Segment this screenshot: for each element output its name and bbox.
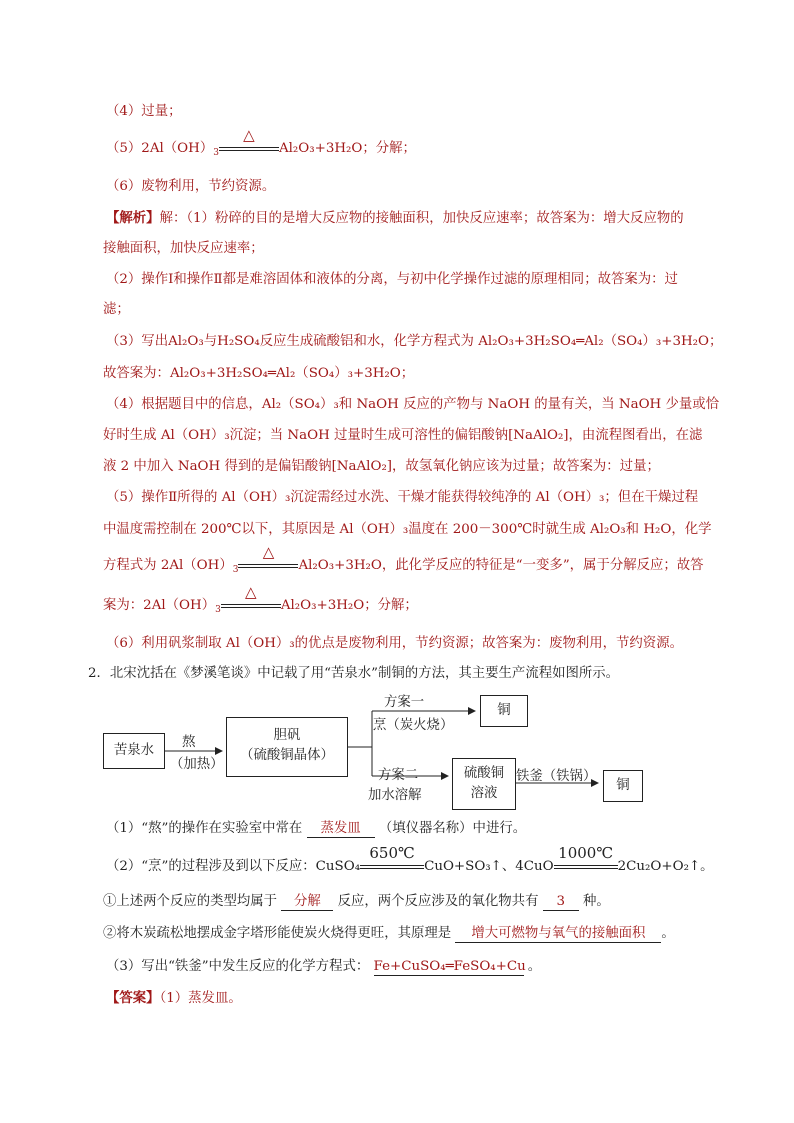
answer-5-sub: 3	[213, 148, 219, 158]
answer-5-post: Al₂O₃+3H₂O；分解；	[278, 141, 416, 156]
analysis-p5-line2: 中温度需控制在 200℃以下，其原因是 Al（OH）₃温度在 200－300℃时就生成 Al₂O₃和 H₂O，化学	[103, 522, 712, 537]
analysis-p3-line1: （3）写出Al₂O₃与H₂SO₄反应生成硫酸铝和水，化学方程式为 Al₂O₃+3H₂SO₄═Al₂（SO₄）₃+3H₂O；	[106, 334, 723, 349]
sub1-post: （填仪器名称）中进行。	[378, 821, 527, 836]
box-tong-1: 铜	[480, 695, 528, 727]
analysis-p1-text: 解：（1）粉碎的目的是增大反应物的接触面积，加快反应速率；故答案为：增大反应物的	[159, 211, 684, 226]
daan-text: （1）蒸发皿。	[159, 991, 242, 1006]
analysis-p4-line2: 好时生成 Al（OH）₃沉淀；当 NaOH 过量时生成可溶性的偏铝酸钠[NaAlO₂]，由流程图看出，在滤	[103, 428, 703, 443]
danfan-line1: 胆矾	[273, 728, 301, 743]
analysis-p3-line2: 故答案为：Al₂O₃+3H₂SO₄═Al₂（SO₄）₃+3H₂O；	[103, 366, 415, 381]
sub-question-3	[106, 958, 541, 976]
analysis-p1-line2: 接触面积，加快反应速率；	[103, 241, 264, 256]
sub-question-2	[106, 844, 714, 876]
p5-line4-post: Al₂O₃+3H₂O；分解；	[280, 598, 418, 613]
delta-symbol-2: △	[262, 543, 275, 561]
cuso4-line1: 硫酸铜	[463, 766, 505, 781]
label-tiefu: 铁釜（铁锅）	[516, 769, 597, 784]
sub2-mid: CuO+SO₃↑、4CuO	[424, 859, 554, 874]
analysis-p4-line1: （4）根据题目中的信息，Al₂（SO₄）₃和 NaOH 反应的产物与 NaOH 的量有关，当 NaOH 少量或恰	[106, 397, 720, 412]
sub2-post: 2Cu₂O+O₂↑。	[617, 859, 714, 874]
temp-1000: 1000℃	[558, 844, 614, 862]
p5-line4-sub: 3	[215, 605, 221, 615]
q2-1-answer-1: 分解	[281, 894, 333, 911]
analysis-p4-line3: 液 2 中加入 NaOH 得到的是偏铝酸钠[NaAlO₂]，故氢氧化钠应该为过量；故答案为：过量；	[103, 459, 660, 474]
danfan-line2: （硫酸铜晶体）	[240, 748, 334, 763]
sub3-post: 。	[527, 959, 542, 974]
sub-question-2-2	[103, 925, 675, 943]
q2-1-pre: ①上述两个反应的类型均属于	[103, 894, 278, 909]
label-peng: 烹（炭火烧）	[373, 718, 454, 733]
box-danfan	[226, 717, 348, 777]
label-jiare: （加热）	[170, 757, 224, 772]
label-zhu: 熬	[182, 735, 196, 750]
q2-1-post: 种。	[583, 894, 610, 909]
p5-line3-post: Al₂O₃+3H₂O，此化学反应的特征是“一变多”，属于分解反应；故答	[298, 558, 704, 573]
answer-section	[106, 989, 242, 1008]
condition-650	[360, 844, 424, 876]
q2-1-answer-2: 3	[543, 894, 579, 911]
p5-line4-pre: 案为：2Al（OH）	[103, 598, 216, 613]
sub-question-1	[106, 820, 526, 838]
analysis-p6: （6）利用矾浆制取 Al（OH）₃的优点是废物利用，节约资源；故答案为：废物利用，节约资源。	[106, 636, 683, 651]
sub3-answer: Fe+CuSO₄═FeSO₄+Cu	[373, 959, 526, 974]
box-tong-2: 铜	[603, 770, 643, 802]
q2-2-post: 。	[661, 926, 675, 941]
delta-symbol-3: △	[245, 583, 257, 601]
label-jiashui: 加水溶解	[368, 788, 422, 803]
condition-1000	[554, 844, 618, 876]
answer-5-pre: （5）2Al（OH）	[106, 141, 214, 156]
label-fangan1: 方案一	[384, 695, 425, 710]
p5-line3-pre: 方程式为 2Al（OH）	[103, 558, 233, 573]
box-cuso4	[452, 758, 516, 810]
q2-2-answer: 增大可燃物与氧气的接触面积	[455, 926, 661, 943]
sub-question-2-1	[103, 893, 610, 911]
temp-650: 650℃	[369, 844, 415, 862]
answer-4: （4）过量；	[106, 104, 182, 119]
answer-6: （6）废物利用，节约资源。	[106, 179, 276, 194]
cuso4-line2: 溶液	[470, 786, 498, 801]
q2-2-pre: ②将木炭疏松地摆成金字塔形能使炭火烧得更旺，其原理是	[103, 926, 452, 941]
q2-1-mid: 反应，两个反应涉及的氧化物共有	[337, 894, 539, 909]
daan-tag: 【答案】	[106, 990, 160, 1006]
analysis-p2-line2: 滤；	[103, 302, 130, 317]
analysis-p5-line1: （5）操作Ⅱ所得的 Al（OH）₃沉淀需经过水洗、干燥才能获得较纯净的 Al（OH）₃；但在干燥过程	[106, 490, 699, 505]
sub1-pre: （1）“熬”的操作在实验室中常在	[106, 821, 303, 836]
label-fangan2: 方案二	[378, 768, 419, 783]
sub1-answer: 蒸发皿	[307, 821, 375, 838]
sub2-pre: （2）“烹”的过程涉及到以下反应：CuSO₄	[106, 859, 361, 874]
jiexi-tag: 【解析】	[106, 210, 160, 226]
question-2-stem: 2．北宋沈括在《梦溪笔谈》中记载了用“苦泉水”制铜的方法，其主要生产流程如图所示。	[88, 666, 620, 681]
delta-symbol: △	[243, 126, 255, 144]
p5-line3-sub: 3	[232, 565, 239, 575]
analysis-p2-line1: （2）操作Ⅰ和操作Ⅱ都是难溶固体和液体的分离，与初中化学操作过滤的原理相同；故答案为：过	[106, 272, 678, 287]
box-kuquanshui: 苦泉水	[103, 733, 165, 769]
sub3-pre: （3）写出“铁釜”中发生反应的化学方程式：	[106, 959, 370, 974]
